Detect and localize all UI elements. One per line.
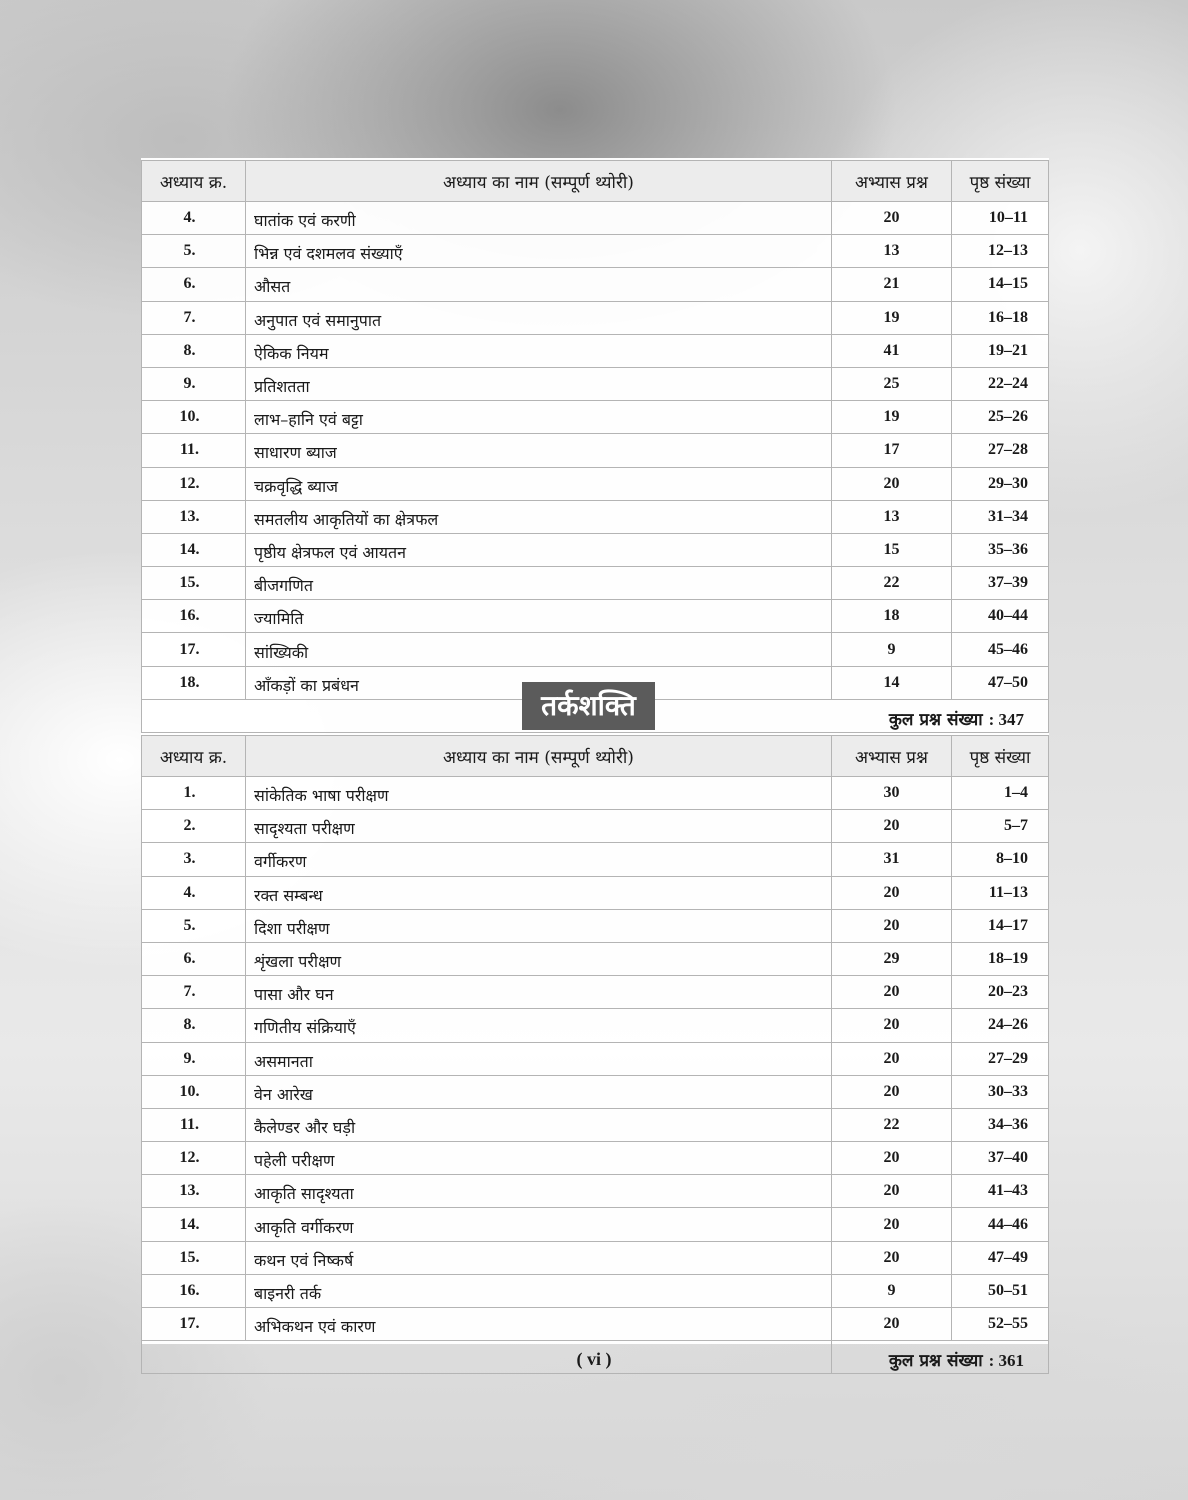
chapter-name: पहेली परीक्षण <box>246 1142 832 1175</box>
page-range: 5–7 <box>952 810 1049 843</box>
page-range: 47–49 <box>952 1241 1049 1274</box>
chapter-name: आँकड़ों का प्रबंधन <box>246 666 832 699</box>
table-row <box>142 1241 1049 1274</box>
header-chapter-no: अध्याय क्र. <box>142 161 246 202</box>
chapter-number: 5. <box>142 235 246 268</box>
table-row <box>142 976 1049 1009</box>
table-row <box>142 909 1049 942</box>
practice-question-count: 41 <box>832 334 952 367</box>
chapter-number: 7. <box>142 976 246 1009</box>
chapter-name: वेन आरेख <box>246 1075 832 1108</box>
page-range: 16–18 <box>952 301 1049 334</box>
practice-question-count: 20 <box>832 1208 952 1241</box>
table-header-row <box>142 736 1049 777</box>
total-value: : 361 <box>988 1351 1024 1371</box>
page-range: 34–36 <box>952 1108 1049 1141</box>
total-label: कुल प्रश्न संख्या <box>888 1351 983 1372</box>
page-range: 14–15 <box>952 268 1049 301</box>
chapter-number: 7. <box>142 301 246 334</box>
practice-question-count: 20 <box>832 1042 952 1075</box>
practice-question-count: 21 <box>832 268 952 301</box>
table-row <box>142 1274 1049 1307</box>
page-range: 10–11 <box>952 202 1049 235</box>
practice-question-count: 13 <box>832 235 952 268</box>
page-range: 12–13 <box>952 235 1049 268</box>
page-range: 40–44 <box>952 600 1049 633</box>
table-row <box>142 434 1049 467</box>
chapter-name: लाभ–हानि एवं बट्टा <box>246 401 832 434</box>
header-practice-questions: अभ्यास प्रश्न <box>832 161 952 202</box>
chapter-number: 16. <box>142 600 246 633</box>
chapter-number: 10. <box>142 401 246 434</box>
chapter-name: सांख्यिकी <box>246 633 832 666</box>
practice-question-count: 17 <box>832 434 952 467</box>
practice-question-count: 20 <box>832 1075 952 1108</box>
page-range: 37–39 <box>952 567 1049 600</box>
table-row <box>142 942 1049 975</box>
page-range: 22–24 <box>952 367 1049 400</box>
practice-question-count: 20 <box>832 1241 952 1274</box>
chapter-name: ऐकिक नियम <box>246 334 832 367</box>
total-questions <box>889 707 1024 730</box>
chapter-name: भिन्न एवं दशमलव संख्याएँ <box>246 235 832 268</box>
contents-table-reasoning <box>141 735 1049 1374</box>
page-range: 11–13 <box>952 876 1049 909</box>
chapter-name: सांकेतिक भाषा परीक्षण <box>246 777 832 810</box>
practice-question-count: 19 <box>832 301 952 334</box>
table-row <box>142 876 1049 909</box>
chapter-name: घातांक एवं करणी <box>246 202 832 235</box>
practice-question-count: 15 <box>832 533 952 566</box>
table-row <box>142 533 1049 566</box>
table-header-row <box>142 161 1049 202</box>
chapter-number: 1. <box>142 777 246 810</box>
total-value: : 347 <box>988 709 1024 729</box>
page-range: 47–50 <box>952 666 1049 699</box>
page-range: 29–30 <box>952 467 1049 500</box>
chapter-name: औसत <box>246 268 832 301</box>
practice-question-count: 29 <box>832 942 952 975</box>
page-range: 27–29 <box>952 1042 1049 1075</box>
chapter-number: 5. <box>142 909 246 942</box>
practice-question-count: 20 <box>832 976 952 1009</box>
table-row <box>142 633 1049 666</box>
header-page-no: पृष्ठ संख्या <box>952 736 1049 777</box>
chapter-name: कैलेण्डर और घड़ी <box>246 1108 832 1141</box>
table-row <box>142 1175 1049 1208</box>
chapter-name: बीजगणित <box>246 567 832 600</box>
table-row <box>142 843 1049 876</box>
header-practice-questions: अभ्यास प्रश्न <box>832 736 952 777</box>
page-range: 1–4 <box>952 777 1049 810</box>
chapter-name: रक्त सम्बन्ध <box>246 876 832 909</box>
table-row <box>142 202 1049 235</box>
table-row <box>142 301 1049 334</box>
page-range: 25–26 <box>952 401 1049 434</box>
table-row <box>142 367 1049 400</box>
total-label: कुल प्रश्न संख्या <box>888 709 983 730</box>
chapter-name: दिशा परीक्षण <box>246 909 832 942</box>
table-row <box>142 1108 1049 1141</box>
chapter-number: 2. <box>142 810 246 843</box>
page-range: 41–43 <box>952 1175 1049 1208</box>
contents-table-quant <box>141 160 1049 733</box>
chapter-number: 13. <box>142 500 246 533</box>
chapter-number: 16. <box>142 1274 246 1307</box>
chapter-name: कथन एवं निष्कर्ष <box>246 1241 832 1274</box>
page-range: 24–26 <box>952 1009 1049 1042</box>
chapter-number: 18. <box>142 666 246 699</box>
chapter-number: 11. <box>142 434 246 467</box>
chapter-number: 15. <box>142 1241 246 1274</box>
chapter-number: 14. <box>142 1208 246 1241</box>
header-chapter-name: अध्याय का नाम (सम्पूर्ण थ्योरी) <box>246 161 832 202</box>
header-chapter-name: अध्याय का नाम (सम्पूर्ण थ्योरी) <box>246 736 832 777</box>
practice-question-count: 9 <box>832 633 952 666</box>
table-row <box>142 1075 1049 1108</box>
chapter-number: 17. <box>142 1308 246 1341</box>
chapter-name: शृंखला परीक्षण <box>246 942 832 975</box>
header-chapter-no: अध्याय क्र. <box>142 736 246 777</box>
table-row <box>142 1208 1049 1241</box>
practice-question-count: 20 <box>832 1009 952 1042</box>
practice-question-count: 20 <box>832 1175 952 1208</box>
chapter-name: आकृति वर्गीकरण <box>246 1208 832 1241</box>
practice-question-count: 22 <box>832 1108 952 1141</box>
chapter-number: 6. <box>142 942 246 975</box>
practice-question-count: 30 <box>832 777 952 810</box>
chapter-number: 3. <box>142 843 246 876</box>
page-range: 35–36 <box>952 533 1049 566</box>
chapter-name: असमानता <box>246 1042 832 1075</box>
chapter-number: 10. <box>142 1075 246 1108</box>
page-number: ( vi ) <box>576 1349 612 1369</box>
chapter-name: वर्गीकरण <box>246 843 832 876</box>
practice-question-count: 20 <box>832 810 952 843</box>
practice-question-count: 31 <box>832 843 952 876</box>
practice-question-count: 19 <box>832 401 952 434</box>
page-range: 20–23 <box>952 976 1049 1009</box>
header-page-no: पृष्ठ संख्या <box>952 161 1049 202</box>
table-row <box>142 567 1049 600</box>
table-row <box>142 1142 1049 1175</box>
practice-question-count: 20 <box>832 202 952 235</box>
practice-question-count: 22 <box>832 567 952 600</box>
table-row <box>142 1009 1049 1042</box>
page-range: 45–46 <box>952 633 1049 666</box>
page-range: 30–33 <box>952 1075 1049 1108</box>
page-range: 44–46 <box>952 1208 1049 1241</box>
chapter-name: चक्रवृद्धि ब्याज <box>246 467 832 500</box>
table-row <box>142 334 1049 367</box>
practice-question-count: 9 <box>832 1274 952 1307</box>
practice-question-count: 20 <box>832 909 952 942</box>
chapter-number: 9. <box>142 1042 246 1075</box>
chapter-number: 12. <box>142 467 246 500</box>
practice-question-count: 20 <box>832 467 952 500</box>
table-row <box>142 268 1049 301</box>
chapter-number: 14. <box>142 533 246 566</box>
practice-question-count: 20 <box>832 1308 952 1341</box>
chapter-name: आकृति सादृश्यता <box>246 1175 832 1208</box>
chapter-number: 11. <box>142 1108 246 1141</box>
table-row <box>142 500 1049 533</box>
page-range: 18–19 <box>952 942 1049 975</box>
chapter-number: 4. <box>142 876 246 909</box>
chapter-number: 9. <box>142 367 246 400</box>
chapter-name: सादृश्यता परीक्षण <box>246 810 832 843</box>
page-range: 52–55 <box>952 1308 1049 1341</box>
practice-question-count: 18 <box>832 600 952 633</box>
chapter-name: गणितीय संक्रियाएँ <box>246 1009 832 1042</box>
table-row <box>142 235 1049 268</box>
chapter-name: ज्यामिति <box>246 600 832 633</box>
practice-question-count: 20 <box>832 1142 952 1175</box>
chapter-name: समतलीय आकृतियों का क्षेत्रफल <box>246 500 832 533</box>
chapter-name: प्रतिशतता <box>246 367 832 400</box>
chapter-number: 13. <box>142 1175 246 1208</box>
page-range: 8–10 <box>952 843 1049 876</box>
chapter-name: बाइनरी तर्क <box>246 1274 832 1307</box>
chapter-name: अनुपात एवं समानुपात <box>246 301 832 334</box>
chapter-name: अभिकथन एवं कारण <box>246 1308 832 1341</box>
page-range: 14–17 <box>952 909 1049 942</box>
chapter-number: 8. <box>142 334 246 367</box>
page-range: 37–40 <box>952 1142 1049 1175</box>
chapter-number: 8. <box>142 1009 246 1042</box>
chapter-number: 17. <box>142 633 246 666</box>
page-range: 27–28 <box>952 434 1049 467</box>
table-row <box>142 810 1049 843</box>
section-title-reasoning: तर्कशक्ति <box>522 682 655 730</box>
chapter-number: 12. <box>142 1142 246 1175</box>
table-row <box>142 401 1049 434</box>
chapter-name: पृष्ठीय क्षेत्रफल एवं आयतन <box>246 533 832 566</box>
practice-question-count: 20 <box>832 876 952 909</box>
chapter-number: 4. <box>142 202 246 235</box>
page-range: 31–34 <box>952 500 1049 533</box>
table-row <box>142 1308 1049 1341</box>
table-row <box>142 600 1049 633</box>
practice-question-count: 25 <box>832 367 952 400</box>
practice-question-count: 14 <box>832 666 952 699</box>
chapter-name: साधारण ब्याज <box>246 434 832 467</box>
page-range: 19–21 <box>952 334 1049 367</box>
table-row <box>142 777 1049 810</box>
chapter-number: 15. <box>142 567 246 600</box>
page-range: 50–51 <box>952 1274 1049 1307</box>
practice-question-count: 13 <box>832 500 952 533</box>
chapter-name: पासा और घन <box>246 976 832 1009</box>
chapter-number: 6. <box>142 268 246 301</box>
table-row <box>142 467 1049 500</box>
table-row <box>142 1042 1049 1075</box>
